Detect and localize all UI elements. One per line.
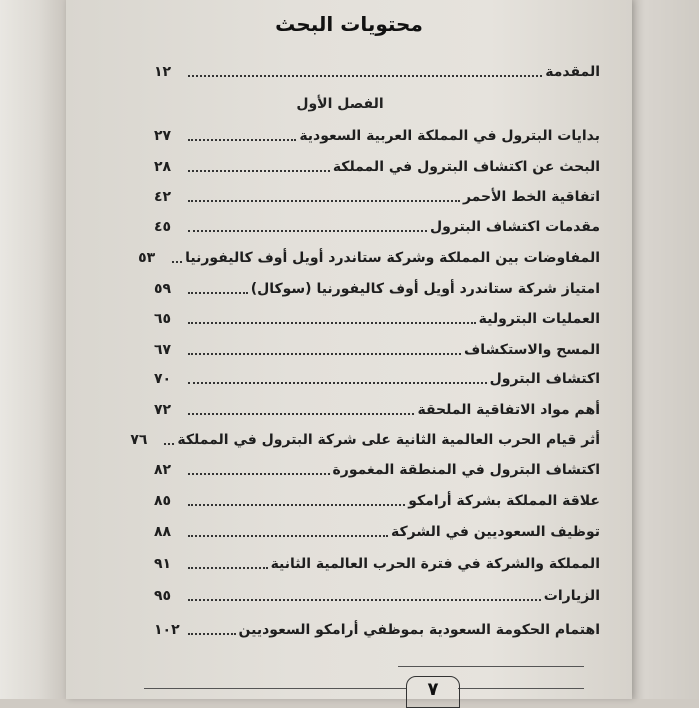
toc-entry[interactable] — [154, 367, 600, 389]
toc-entry-page: ٨٢ — [154, 462, 172, 478]
toc-entry[interactable] — [154, 124, 600, 146]
toc-entry[interactable] — [154, 618, 600, 640]
toc-entry[interactable] — [130, 428, 600, 450]
toc-entry-title: اكتشاف البترول — [489, 371, 600, 387]
toc-entry-title: علاقة المملكة بشركة أرامكو — [408, 493, 600, 509]
leader-dots — [188, 230, 427, 232]
toc-entry[interactable] — [154, 185, 600, 207]
toc-entry[interactable] — [154, 520, 600, 542]
toc-entry-page: ٥٣ — [138, 250, 156, 266]
toc-entry-title: توظيف السعوديين في الشركة — [391, 524, 600, 540]
toc-entry[interactable] — [154, 584, 600, 606]
toc-entry-page: ٦٥ — [154, 311, 172, 327]
leader-dots — [188, 633, 236, 635]
toc-entry[interactable] — [154, 398, 600, 420]
leader-dots — [188, 170, 330, 172]
footer-rule-right — [458, 688, 584, 689]
leader-dots — [188, 322, 476, 324]
background-left — [0, 0, 70, 699]
chapter-heading: الفصل الأول — [296, 96, 384, 112]
toc-entry-page: ٦٧ — [154, 342, 172, 358]
toc-entry-page: ٨٥ — [154, 493, 172, 509]
footer-rule-upper — [398, 666, 584, 667]
leader-dots — [164, 443, 174, 445]
book-page — [66, 0, 632, 699]
footer-rule-left — [144, 688, 406, 689]
leader-dots — [188, 473, 330, 475]
leader-dots — [188, 504, 405, 506]
toc-entry-title: الزيارات — [543, 588, 600, 604]
toc-entry-page: ١٠٢ — [154, 622, 180, 638]
toc-entry-title: امتياز شركة ستاندرد أويل أوف كاليفورنيا (سوكال) — [250, 281, 600, 297]
toc-entry[interactable] — [154, 155, 600, 177]
toc-entry-title: المقدمة — [545, 64, 600, 80]
toc-entry-title: المسح والاستكشاف — [464, 342, 600, 358]
toc-entry-title: بدايات البترول في المملكة العربية السعودية — [299, 128, 600, 144]
toc-entry-title: المفاوضات بين المملكة وشركة ستاندرد أويل أوف كاليفورنيا — [185, 250, 600, 266]
toc-entry-title: العمليات البترولية — [478, 311, 600, 327]
toc-entry-title: البحث عن اكتشاف البترول في المملكة — [332, 159, 600, 175]
toc-entry-page: ٧٢ — [154, 402, 172, 418]
toc-entry-page: ٤٢ — [154, 189, 172, 205]
toc-entry-page: ٩٥ — [154, 588, 172, 604]
toc-entry-title: أثر قيام الحرب العالمية الثانية على شركة البترول في المملكة — [177, 432, 600, 448]
leader-dots — [188, 567, 268, 569]
leader-dots — [188, 353, 461, 355]
toc-entry-page: ٢٧ — [154, 128, 172, 144]
toc-entry-title: اتفاقية الخط الأحمر — [462, 189, 600, 205]
page-number: ٧ — [406, 676, 460, 708]
next-page-edge — [622, 0, 699, 699]
toc-entry[interactable] — [138, 246, 600, 268]
leader-dots — [188, 139, 296, 141]
toc-entry[interactable] — [154, 458, 600, 480]
leader-dots — [188, 200, 460, 202]
page-title: محتويات البحث — [275, 12, 423, 36]
leader-dots — [188, 413, 414, 415]
toc-entry[interactable] — [154, 60, 600, 82]
toc-entry-page: ٨٨ — [154, 524, 172, 540]
toc-entry-title: اهتمام الحكومة السعودية بموظفي أرامكو السعوديين — [238, 622, 600, 638]
toc-entry[interactable] — [154, 489, 600, 511]
toc-entry[interactable] — [154, 338, 600, 360]
toc-entry-page: ٢٨ — [154, 159, 172, 175]
toc-entry-title: مقدمات اكتشاف البترول — [429, 219, 600, 235]
toc-entry-page: ٤٥ — [154, 219, 172, 235]
leader-dots — [188, 75, 542, 77]
leader-dots — [188, 535, 388, 537]
toc-entry-page: ٥٩ — [154, 281, 172, 297]
toc-entry[interactable] — [154, 307, 600, 329]
toc-entry[interactable] — [154, 215, 600, 237]
leader-dots — [188, 599, 541, 601]
toc-entry-page: ٧٦ — [130, 432, 148, 448]
leader-dots — [188, 382, 487, 384]
toc-entry-page: ٩١ — [154, 556, 172, 572]
toc-entry-title: أهم مواد الاتفاقية الملحقة — [417, 402, 600, 418]
leader-dots — [188, 292, 248, 294]
leader-dots — [172, 261, 182, 263]
toc-entry-page: ٧٠ — [154, 371, 172, 387]
toc-entry-title: اكتشاف البترول في المنطقة المغمورة — [332, 462, 600, 478]
toc-entry-page: ١٢ — [154, 64, 172, 80]
toc-entry-title: المملكة والشركة في فترة الحرب العالمية الثانية — [270, 556, 600, 572]
toc-entry[interactable] — [154, 277, 600, 299]
toc-entry[interactable] — [154, 552, 600, 574]
